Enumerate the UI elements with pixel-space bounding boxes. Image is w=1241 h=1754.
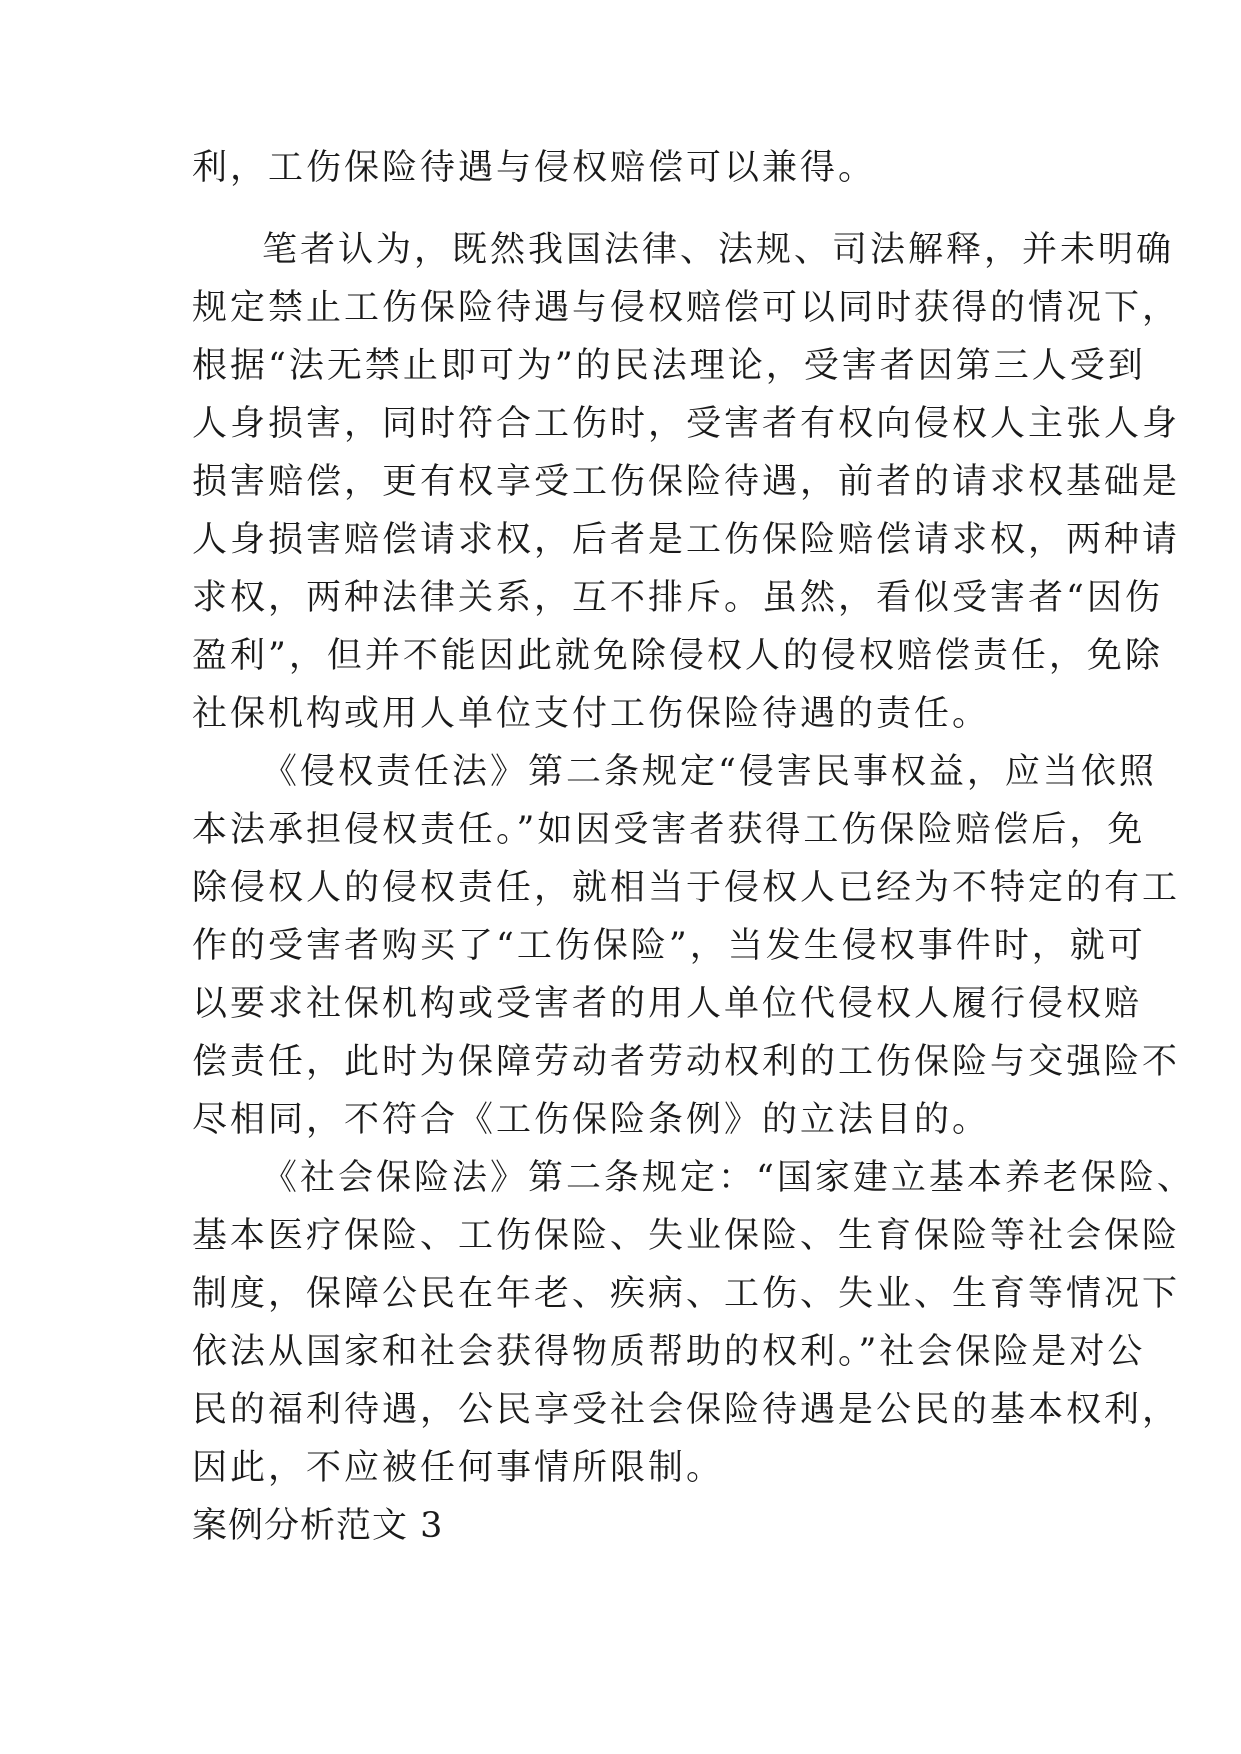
paragraph-line: 社保机构或用人单位支付工伤保险待遇的责任。	[192, 694, 991, 734]
paragraph-line: 损害赔偿，更有权享受工伤保险待遇，前者的请求权基础是	[192, 462, 1181, 502]
paragraph-line: 以要求社保机构或受害者的用人单位代侵权人履行侵权赔	[192, 984, 1143, 1024]
paragraph-line: 本法承担侵权责任。”如因受害者获得工伤保险赔偿后，免	[192, 810, 1146, 850]
paragraph-line: 利，工伤保险待遇与侵权赔偿可以兼得。	[192, 148, 877, 188]
section-heading: 案例分析范文 3	[192, 1506, 444, 1546]
paragraph-line: 盈利”，但并不能因此就免除侵权人的侵权赔偿责任，免除	[192, 636, 1163, 676]
paragraph-line: 作的受害者购买了“工伤保险”，当发生侵权事件时，就可	[192, 926, 1146, 966]
paragraph-line: 尽相同，不符合《工伤保险条例》的立法目的。	[192, 1100, 991, 1140]
paragraph-line: 《社会保险法》第二条规定：“国家建立基本养老保险、	[262, 1158, 1195, 1198]
paragraph-line: 依法从国家和社会获得物质帮助的权利。”社会保险是对公	[192, 1332, 1146, 1372]
paragraph-line: 求权，两种法律关系，互不排斥。虽然，看似受害者“因伤	[192, 578, 1163, 618]
paragraph-line: 基本医疗保险、工伤保险、失业保险、生育保险等社会保险	[192, 1216, 1181, 1256]
paragraph-line: 《侵权责任法》第二条规定“侵害民事权益，应当依照	[262, 752, 1157, 792]
paragraph-line: 根据“法无禁止即可为”的民法理论，受害者因第三人受到	[192, 346, 1146, 386]
paragraph-line: 人身损害，同时符合工伤时，受害者有权向侵权人主张人身	[192, 404, 1181, 444]
paragraph-line: 人身损害赔偿请求权，后者是工伤保险赔偿请求权，两种请	[192, 520, 1181, 560]
paragraph-line: 民的福利待遇，公民享受社会保险待遇是公民的基本权利，	[192, 1390, 1181, 1430]
paragraph-line: 规定禁止工伤保险待遇与侵权赔偿可以同时获得的情况下，	[192, 288, 1181, 328]
paragraph-line: 笔者认为，既然我国法律、法规、司法解释，并未明确	[262, 230, 1175, 270]
paragraph-line: 因此，不应被任何事情所限制。	[192, 1448, 725, 1488]
paragraph-line: 偿责任，此时为保障劳动者劳动权利的工伤保险与交强险不	[192, 1042, 1181, 1082]
paragraph-line: 制度，保障公民在年老、疾病、工伤、失业、生育等情况下	[192, 1274, 1181, 1314]
paragraph-line: 除侵权人的侵权责任，就相当于侵权人已经为不特定的有工	[192, 868, 1181, 908]
